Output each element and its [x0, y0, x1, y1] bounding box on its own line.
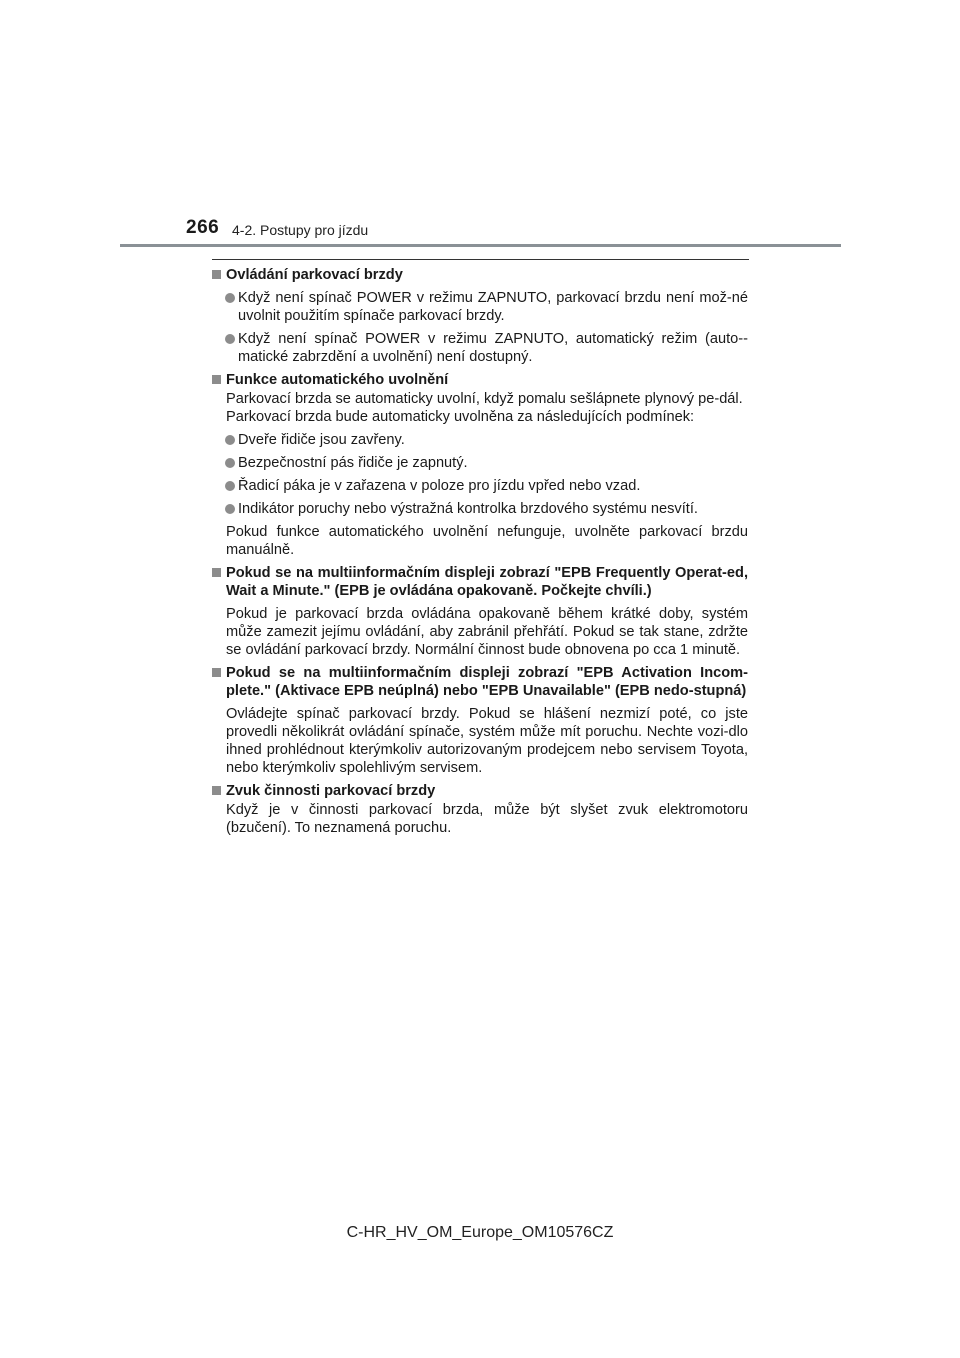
list-item-text: Řadicí páka je v zařazena v poloze pro jízdu vpřed nebo vzad. — [238, 478, 641, 494]
section-automatic-release — [212, 371, 748, 559]
list-item-text: Bezpečnostní pás řidiče je zapnutý. — [238, 455, 468, 471]
header-rule — [120, 244, 841, 247]
circle-bullet-icon — [225, 334, 235, 344]
list-item — [212, 289, 748, 325]
list-item — [212, 500, 748, 518]
square-bullet-icon — [212, 786, 221, 795]
square-bullet-icon — [212, 668, 221, 677]
content-top-rule — [212, 259, 749, 260]
document-code-footer: C-HR_HV_OM_Europe_OM10576CZ — [346, 1224, 614, 1241]
list-item-text: Když není spínač POWER v režimu ZAPNUTO, parkovací brzdu není mož-né uvolnit použitím spínače parkovací brzdy. — [238, 290, 748, 324]
section-parking-brake-sound — [212, 782, 748, 837]
list-item — [212, 330, 748, 366]
section-heading — [212, 564, 748, 600]
page-number: 266 — [186, 217, 220, 238]
section-parking-brake-operation — [212, 266, 748, 366]
paragraph: Pokud funkce automatického uvolnění nefunguje, uvolněte parkovací brzdu manuálně. — [226, 524, 748, 558]
list-item-text: Indikátor poruchy nebo výstražná kontrolka brzdového systému nesvítí. — [238, 501, 698, 517]
paragraph: Pokud je parkovací brzda ovládána opakovaně během krátké doby, systém může zamezit jejímu ovládání, aby zabránil přehřátí. Pokud se tak stane, zdržte se ovládání parkovací brzdy. Normální činnost bude obnovena po cca 1 minutě. — [226, 606, 748, 658]
section-heading — [212, 371, 748, 389]
section-heading — [212, 782, 748, 800]
chapter-title: 4-2. Postupy pro jízdu — [232, 222, 369, 238]
circle-bullet-icon — [225, 293, 235, 303]
list-item — [212, 431, 748, 449]
section-heading-text: Pokud se na multiinformačním displeji zobrazí "EPB Frequently Operat-ed, Wait a Minute." (EPB je ovládána opakovaně. Počkejte chvíli.) — [226, 565, 748, 599]
section-heading-text: Funkce automatického uvolnění — [226, 372, 449, 388]
square-bullet-icon — [212, 270, 221, 279]
section-epb-frequently-operated — [212, 564, 748, 659]
square-bullet-icon — [212, 375, 221, 384]
section-heading-text: Pokud se na multiinformačním displeji zobrazí "EPB Activation Incom-plete." (Aktivace EPB neúplná) nebo "EPB Unavailable" (EPB nedo-stupná) — [226, 665, 748, 699]
circle-bullet-icon — [225, 504, 235, 514]
section-heading — [212, 266, 748, 284]
list-item — [212, 454, 748, 472]
section-heading-text: Zvuk činnosti parkovací brzdy — [226, 783, 436, 799]
section-heading — [212, 664, 748, 700]
section-epb-activation-incomplete — [212, 664, 748, 777]
list-item-text: Když není spínač POWER v režimu ZAPNUTO, automatický režim (auto-matické zabrzdění a uvolnění) není dostupný. — [238, 331, 748, 365]
paragraph: Parkovací brzda bude automaticky uvolněna za následujících podmínek: — [226, 409, 695, 425]
paragraph: Ovládejte spínač parkovací brzdy. Pokud se hlášení nezmizí poté, co jste provedli několikrát ovládání spínače, systém může mít poruchu. Nechte vozi-dlo ihned prohlédnout kterýmkoliv autorizovaným prodejcem nebo servisem Toyota, nebo kterýmkoliv spolehlivým servisem. — [226, 706, 748, 776]
circle-bullet-icon — [225, 458, 235, 468]
paragraph: Když je v činnosti parkovací brzda, může být slyšet zvuk elektromotoru (bzučení). To neznamená poruchu. — [226, 802, 748, 836]
circle-bullet-icon — [225, 435, 235, 445]
section-heading-text: Ovládání parkovací brzdy — [226, 267, 403, 283]
page-content — [212, 266, 748, 842]
paragraph: Parkovací brzda se automaticky uvolní, když pomalu sešlápnete plynový pe-dál. — [226, 391, 743, 407]
circle-bullet-icon — [225, 481, 235, 491]
list-item-text: Dveře řidiče jsou zavřeny. — [238, 432, 405, 448]
square-bullet-icon — [212, 568, 221, 577]
list-item — [212, 477, 748, 495]
